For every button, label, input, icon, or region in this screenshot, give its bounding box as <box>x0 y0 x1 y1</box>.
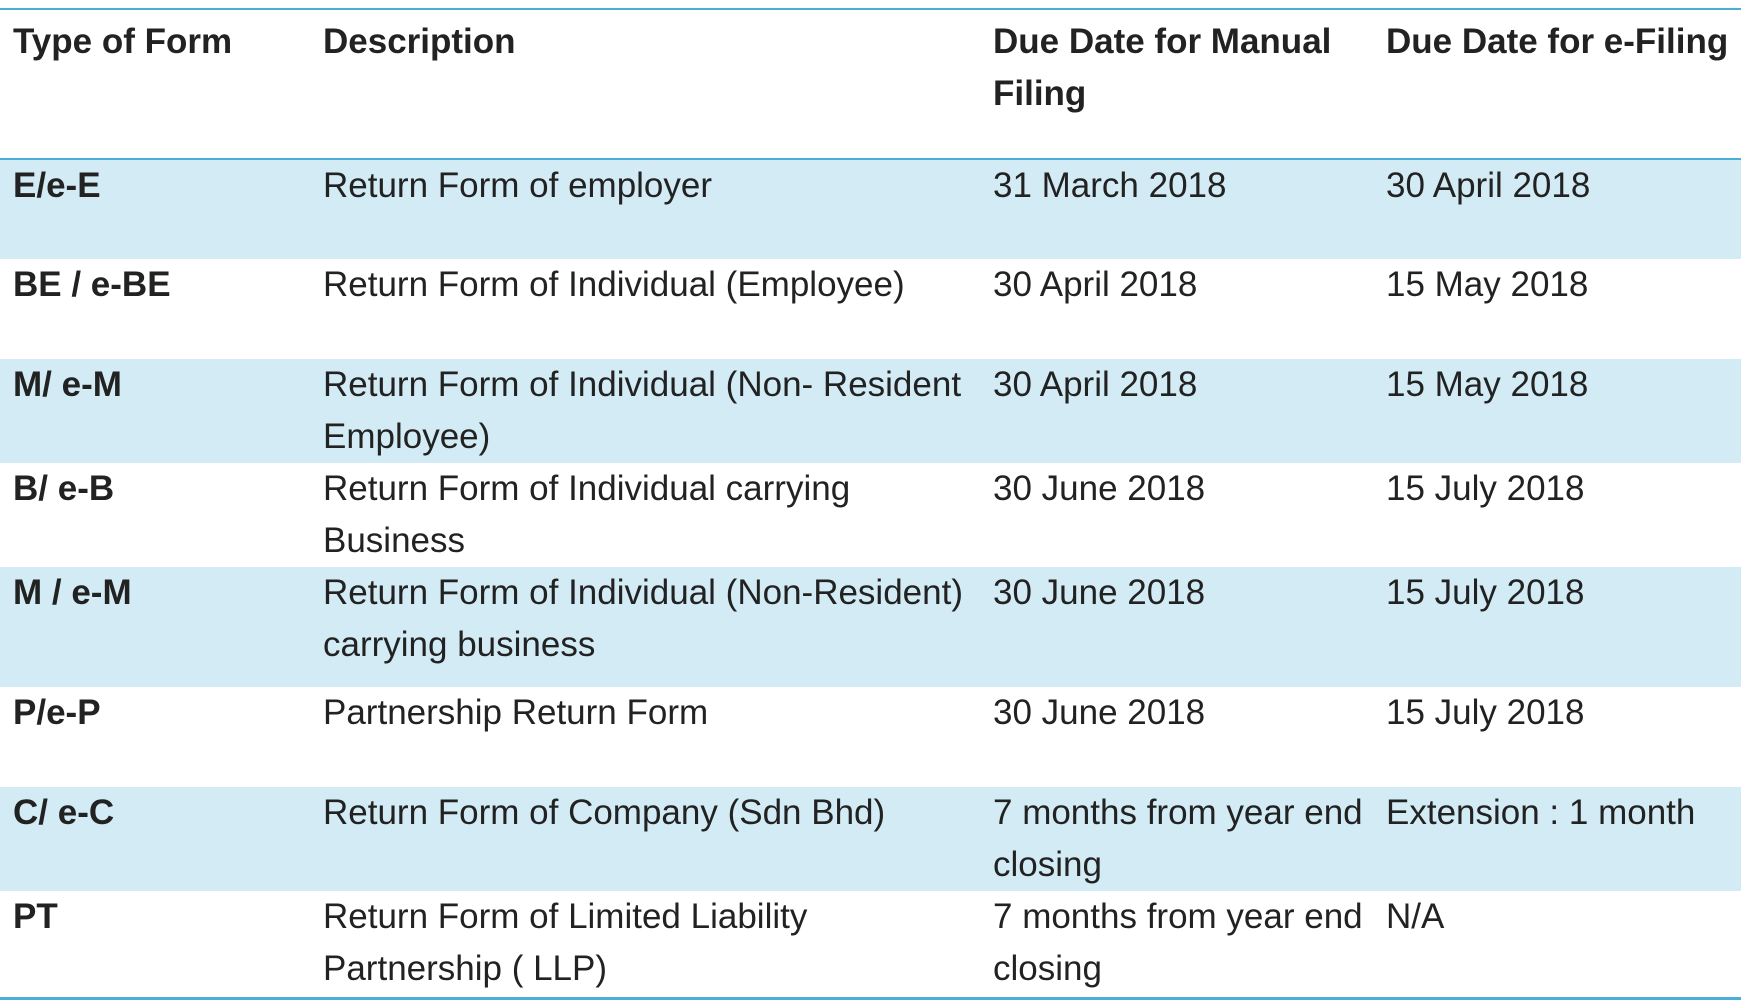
description-cell: Return Form of Limited Liability Partnership ( LLP) <box>323 897 808 988</box>
header-type-of-form: Type of Form <box>13 22 233 61</box>
form-type-cell: PT <box>13 897 58 936</box>
table-row <box>0 891 1741 998</box>
table-header-row <box>0 9 1741 159</box>
form-type-cell: M / e-M <box>13 573 132 612</box>
efiling-due-date-cell: Extension : 1 month <box>1386 793 1696 832</box>
manual-due-date-cell: 30 June 2018 <box>993 469 1206 508</box>
description-cell: Partnership Return Form <box>323 693 709 732</box>
manual-due-date-cell: 7 months from year end closing <box>993 793 1363 884</box>
description-cell: Return Form of Individual (Non-Resident) carrying business <box>323 573 963 664</box>
description-cell: Return Form of Company (Sdn Bhd) <box>323 793 886 832</box>
filing-due-dates-table-container <box>0 8 1741 1000</box>
description-cell: Return Form of Individual (Employee) <box>323 265 905 304</box>
description-cell: Return Form of Individual (Non- Resident Employee) <box>323 365 962 456</box>
manual-due-date-cell: 30 June 2018 <box>993 573 1206 612</box>
efiling-due-date-cell: 30 April 2018 <box>1386 166 1591 205</box>
description-cell: Return Form of employer <box>323 166 713 205</box>
manual-due-date-cell: 30 April 2018 <box>993 265 1198 304</box>
manual-due-date-cell: 30 April 2018 <box>993 365 1198 404</box>
table-row <box>0 787 1741 891</box>
table-row <box>0 687 1741 787</box>
table-row <box>0 567 1741 687</box>
table-row <box>0 463 1741 567</box>
form-type-cell: C/ e-C <box>13 793 115 832</box>
form-type-cell: B/ e-B <box>13 469 115 508</box>
header-due-date-efiling: Due Date for e-Filing <box>1386 22 1729 61</box>
manual-due-date-cell: 30 June 2018 <box>993 693 1206 732</box>
efiling-due-date-cell: 15 July 2018 <box>1386 693 1585 732</box>
efiling-due-date-cell: 15 May 2018 <box>1386 265 1589 304</box>
header-due-date-manual: Due Date for Manual Filing <box>993 22 1332 113</box>
form-type-cell: M/ e-M <box>13 365 122 404</box>
description-cell: Return Form of Individual carrying Business <box>323 469 851 560</box>
efiling-due-date-cell: N/A <box>1386 897 1445 936</box>
table-row <box>0 259 1741 359</box>
form-type-cell: P/e-P <box>13 693 101 732</box>
filing-due-dates-table <box>0 8 1741 1000</box>
manual-due-date-cell: 7 months from year end closing <box>993 897 1363 988</box>
efiling-due-date-cell: 15 July 2018 <box>1386 573 1585 612</box>
form-type-cell: E/e-E <box>13 166 101 205</box>
form-type-cell: BE / e-BE <box>13 265 171 304</box>
table-row <box>0 359 1741 463</box>
efiling-due-date-cell: 15 July 2018 <box>1386 469 1585 508</box>
efiling-due-date-cell: 15 May 2018 <box>1386 365 1589 404</box>
table-row <box>0 159 1741 259</box>
manual-due-date-cell: 31 March 2018 <box>993 166 1227 205</box>
header-description: Description <box>323 22 516 61</box>
